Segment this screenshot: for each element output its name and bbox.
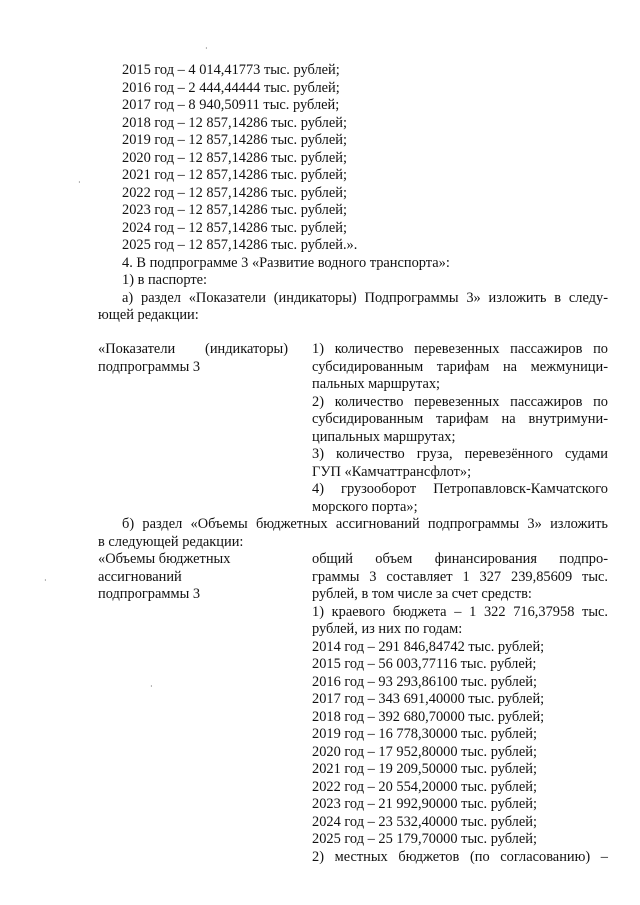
indicator-text: пальных маршрутах; <box>312 376 441 392</box>
indicator-text: морского порта»; <box>312 499 418 515</box>
item-4-1: 1) в паспорте: <box>122 272 208 288</box>
indicator-text: 2) количество перевезенных пассажиров по <box>312 394 608 410</box>
volume-year-line: 2025 год – 25 179,70000 тыс. рублей; <box>312 831 537 847</box>
year-line: 2016 год – 2 444,44444 тыс. рублей; <box>122 80 340 96</box>
indicator-text: субсидированным тарифам на межмуници- <box>312 359 608 375</box>
indicator-text: ГУП «Камчаттрансфлот»; <box>312 464 472 480</box>
year-line: 2015 год – 4 014,41773 тыс. рублей; <box>122 62 340 78</box>
year-line: 2019 год – 12 857,14286 тыс. рублей; <box>122 132 347 148</box>
item-4-b-line1: б) раздел «Объемы бюджетных ассигнований подпрограммы 3» изложить <box>122 516 608 532</box>
indicators-label: «Показатели (индикаторы) <box>98 341 288 357</box>
volume-year-line: 2024 год – 23 532,40000 тыс. рублей; <box>312 814 537 830</box>
scan-speck: · <box>78 178 81 187</box>
scan-speck: · <box>44 576 47 585</box>
year-line: 2017 год – 8 940,50911 тыс. рублей; <box>122 97 340 113</box>
year-line: 2018 год – 12 857,14286 тыс. рублей; <box>122 115 347 131</box>
volumes-label: «Объемы бюджетных <box>98 551 231 567</box>
item-4-b-line2: в следующей редакции: <box>98 534 244 550</box>
year-line: 2025 год – 12 857,14286 тыс. рублей.». <box>122 237 358 253</box>
volume-year-line: 2018 год – 392 680,70000 тыс. рублей; <box>312 709 545 725</box>
volume-year-line: 2014 год – 291 846,84742 тыс. рублей; <box>312 639 545 655</box>
volume-text: рублей, в том числе за счет средств: <box>312 586 532 602</box>
volume-year-line: 2019 год – 16 778,30000 тыс. рублей; <box>312 726 537 742</box>
year-line: 2022 год – 12 857,14286 тыс. рублей; <box>122 185 347 201</box>
scan-speck: · <box>205 44 208 53</box>
volume-year-line: 2022 год – 20 554,20000 тыс. рублей; <box>312 779 537 795</box>
item-4-a-line1: а) раздел «Показатели (индикаторы) Подпрограммы 3» изложить в следу- <box>122 290 608 306</box>
volume-year-line: 2017 год – 343 691,40000 тыс. рублей; <box>312 691 545 707</box>
indicator-text: ципальных маршрутах; <box>312 429 456 445</box>
year-line: 2021 год – 12 857,14286 тыс. рублей; <box>122 167 347 183</box>
volumes-label: ассигнований <box>98 569 182 585</box>
volume-year-line: 2015 год – 56 003,77116 тыс. рублей; <box>312 656 537 672</box>
volume-year-line: 2016 год – 93 293,86100 тыс. рублей; <box>312 674 537 690</box>
indicator-text: 4) грузооборот Петропавловск-Камчатского <box>312 481 608 497</box>
volumes-label: подпрограммы 3 <box>98 586 201 602</box>
indicator-text: 1) количество перевезенных пассажиров по <box>312 341 608 357</box>
item-4-heading: 4. В подпрограмме 3 «Развитие водного транспорта»: <box>122 255 450 271</box>
volume-text: рублей, из них по годам: <box>312 621 463 637</box>
indicators-label: подпрограммы 3 <box>98 359 201 375</box>
volume-text: граммы 3 составляет 1 327 239,85609 тыс. <box>312 569 608 585</box>
volume-year-line: 2020 год – 17 952,80000 тыс. рублей; <box>312 744 537 760</box>
year-line: 2024 год – 12 857,14286 тыс. рублей; <box>122 220 347 236</box>
volume-year-line: 2023 год – 21 992,90000 тыс. рублей; <box>312 796 537 812</box>
indicator-text: субсидированным тарифам на внутримуни- <box>312 411 608 427</box>
year-line: 2020 год – 12 857,14286 тыс. рублей; <box>122 150 347 166</box>
volume-text: общий объем финансирования подпро- <box>312 551 608 567</box>
indicator-text: 3) количество груза, перевезённого судами <box>312 446 608 462</box>
year-line: 2023 год – 12 857,14286 тыс. рублей; <box>122 202 347 218</box>
scan-speck: · <box>150 682 153 691</box>
volume-text: 1) краевого бюджета – 1 322 716,37958 тыс. <box>312 604 608 620</box>
item-4-a-line2: ющей редакции: <box>98 307 199 323</box>
volume-text: 2) местных бюджетов (по согласованию) – <box>312 849 608 865</box>
volume-year-line: 2021 год – 19 209,50000 тыс. рублей; <box>312 761 537 777</box>
